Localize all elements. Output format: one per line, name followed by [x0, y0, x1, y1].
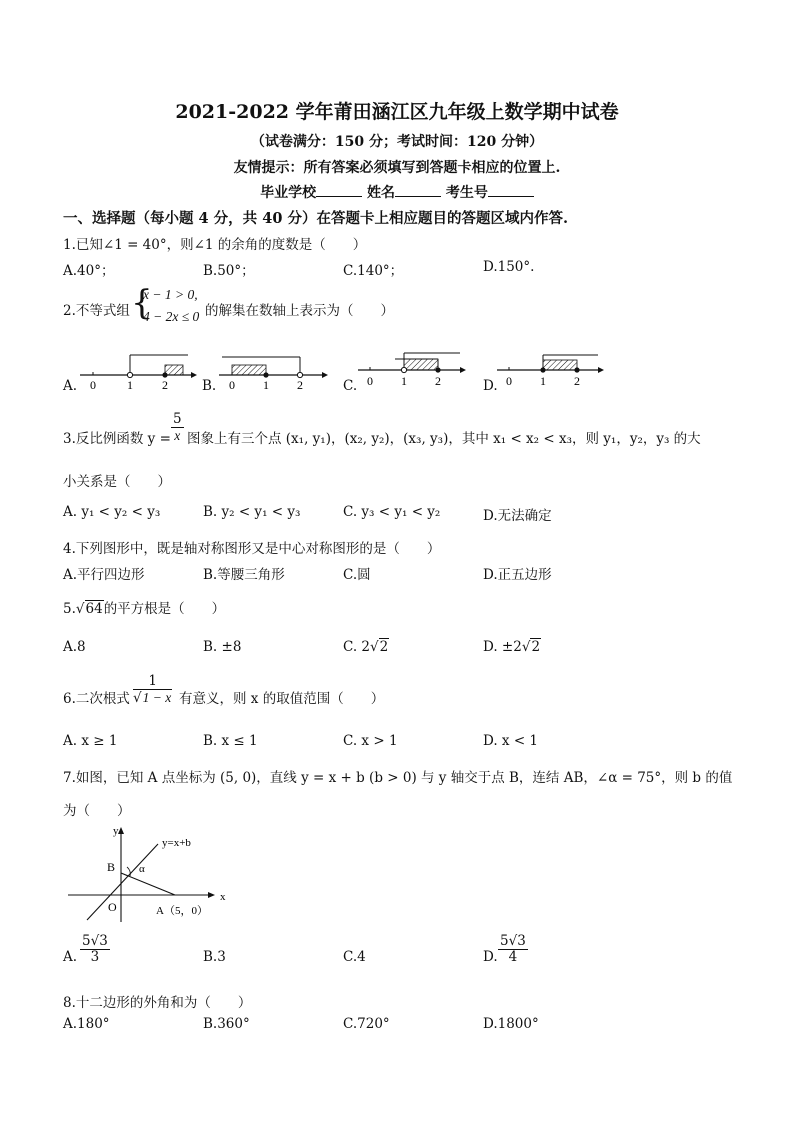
q4-stem: 4.下列图形中，既是轴对称图形又是中心对称图形的是（ ） [63, 541, 441, 557]
q7-d-num: 5√3 [500, 933, 526, 949]
q2-option-a: A. [63, 378, 78, 394]
tick-label: 2 [574, 374, 580, 388]
q7-option-d-label: D. [483, 949, 498, 965]
q6-stem-a: 6.二次根式 [63, 691, 130, 707]
q6-frac-num: 1 [133, 674, 172, 690]
q2-numberline-c [358, 353, 466, 388]
field-school-label: 毕业学校 [260, 185, 317, 201]
q7-stem-a: 7.如图，已知 A 点坐标为 (5, 0)，直线 y = x + b (b > 0) 与 y 轴交于点 B，连结 AB，∠α = 75°，则 b 的值 [63, 770, 733, 786]
q5-stem-a: 5. [63, 601, 76, 617]
q3-option-d: D.无法确定 [483, 508, 552, 524]
q5-stem-b: 的平方根是（ ） [103, 601, 226, 617]
page-title: 2021-2022 学年莆田涵江区九年级上数学期中试卷 [175, 101, 619, 123]
q2-numberline-b [219, 357, 328, 392]
q3-fraction [169, 412, 186, 443]
q8-stem: 8.十二边形的外角和为（ ） [63, 995, 252, 1011]
q5-stem: 5.√64的平方根是（ ） [63, 601, 226, 617]
q2-option-d: D. [483, 378, 498, 394]
q5-radicand: 64 [85, 601, 103, 617]
field-id-label: 考生号 [445, 185, 488, 201]
friendly-tip: 友情提示：所有答案必须填写到答题卡相应的位置上. [233, 160, 561, 176]
name-blank [395, 184, 441, 197]
tick-label: 1 [401, 374, 407, 388]
q7-option-a [78, 934, 112, 965]
x-axis-label: x [220, 891, 226, 903]
q7-d-den: 4 [508, 949, 518, 965]
origin-label: O [108, 900, 117, 914]
tick-label: 0 [367, 374, 373, 388]
x-axis-arrow [208, 892, 215, 898]
tick-label: 0 [90, 378, 96, 392]
tick-label: 1 [127, 378, 133, 392]
q4-option-d: D.正五边形 [483, 567, 552, 583]
q3-stem-c: 小关系是（ ） [63, 474, 171, 490]
line-label: y=x+b [162, 837, 191, 849]
q4-option-a: A.平行四边形 [63, 567, 145, 583]
line-y-x-b [87, 844, 158, 920]
q5-d-radicand: 2 [531, 639, 541, 655]
q5-option-d: D. ±2√2 [483, 639, 541, 655]
q6-option-d: D. x < 1 [483, 733, 539, 749]
q2-number-lines [0, 345, 794, 395]
q2-option-c: C. [343, 378, 358, 394]
q4-option-b: B.等腰三角形 [203, 567, 285, 583]
q2-suffix: 的解集在数轴上表示为（ ） [205, 303, 394, 319]
exam-info: （试卷满分：150 分；考试时间：120 分钟） [250, 134, 544, 150]
y-axis-arrow [118, 827, 124, 834]
q7-option-a-label: A. [63, 949, 78, 965]
q2-brace: { [131, 283, 153, 323]
q6-fraction: $\frac{1}{√1 - x}$ [133, 673, 172, 706]
q7-option-d [496, 934, 530, 965]
q2-ineq-1: x − 1 > 0, [143, 287, 198, 302]
q8-option-c: C.720° [343, 1016, 390, 1032]
q2-ineq-2: 4 − 2x ≤ 0 [143, 309, 200, 324]
q7-figure [60, 822, 235, 924]
tick-label: 0 [506, 374, 512, 388]
tick-label: 2 [162, 378, 168, 392]
tick-label: 1 [263, 378, 269, 392]
q3-option-a: A. y₁ < y₂ < y₃ [63, 504, 161, 520]
tick-label: 2 [435, 374, 441, 388]
q3-frac-num: 5 [173, 411, 182, 427]
y-axis-label: y [113, 825, 119, 837]
q3-stem-b: 图象上有三个点 (x₁, y₁)，(x₂, y₂)，(x₃, y₃)，其中 x₁ < x₂ < x₃，则 y₁，y₂，y₃ 的大 [187, 431, 701, 447]
q6-stem-b: 有意义，则 x 的取值范围（ ） [179, 691, 385, 707]
q5-option-b: B. ±8 [203, 639, 242, 655]
q1-option-a: A.40°； [63, 263, 115, 279]
tick-label: 0 [229, 378, 235, 392]
q5-c-label: C. 2 [343, 639, 371, 655]
id-blank [488, 184, 534, 197]
q7-a-den: 3 [90, 949, 100, 965]
tick-label: 2 [297, 378, 303, 392]
q5-option-c: C. 2√2 [343, 639, 389, 655]
tick-label: 1 [540, 374, 546, 388]
q5-c-radicand: 2 [379, 639, 389, 655]
q1-option-b: B.50°； [203, 263, 255, 279]
q2-numberline-a [80, 355, 197, 392]
segment-ab [121, 873, 175, 895]
q6-option-c: C. x > 1 [343, 733, 398, 749]
section-heading: 一、选择题（每小题 4 分，共 40 分）在答题卡上相应题目的答题区域内作答. [63, 210, 569, 227]
q2-option-b: B. [202, 378, 217, 394]
q8-option-a: A.180° [63, 1016, 110, 1032]
q7-stem-b: 为（ ） [63, 803, 131, 819]
q3-option-c: C. y₃ < y₁ < y₂ [343, 504, 441, 520]
q5-option-a: A.8 [63, 639, 86, 655]
q8-option-b: B.360° [203, 1016, 250, 1032]
q4-option-c: C.圆 [343, 567, 371, 583]
q2-numberline-d [497, 355, 604, 388]
point-a-label: A（5，0） [156, 905, 208, 917]
q1-option-d: D.150°. [483, 259, 535, 275]
q6-option-b: B. x ≤ 1 [203, 733, 258, 749]
q3-option-b: B. y₂ < y₁ < y₃ [203, 504, 301, 520]
q6-frac-den: 1 − x [142, 690, 172, 705]
q3-stem-a: 3.反比例函数 y = [63, 431, 171, 447]
q1-stem: 1.已知∠1 = 40°，则∠1 的余角的度数是（ ） [63, 237, 367, 253]
q7-option-c: C.4 [343, 949, 366, 965]
q2-prefix: 2.不等式组 [63, 303, 130, 319]
q7-a-num: 5√3 [82, 933, 108, 949]
q5-d-label: D. ±2 [483, 639, 522, 655]
point-b-label: B [107, 860, 116, 874]
alpha-label: α [139, 863, 145, 875]
field-name-label: 姓名 [367, 185, 395, 201]
q6-option-a: A. x ≥ 1 [63, 733, 118, 749]
q7-option-b: B.3 [203, 949, 226, 965]
q1-option-c: C.140°； [343, 263, 404, 279]
school-blank [316, 184, 362, 197]
student-fields [0, 182, 794, 202]
q8-option-d: D.1800° [483, 1016, 539, 1032]
q3-frac-den: x [174, 428, 181, 443]
